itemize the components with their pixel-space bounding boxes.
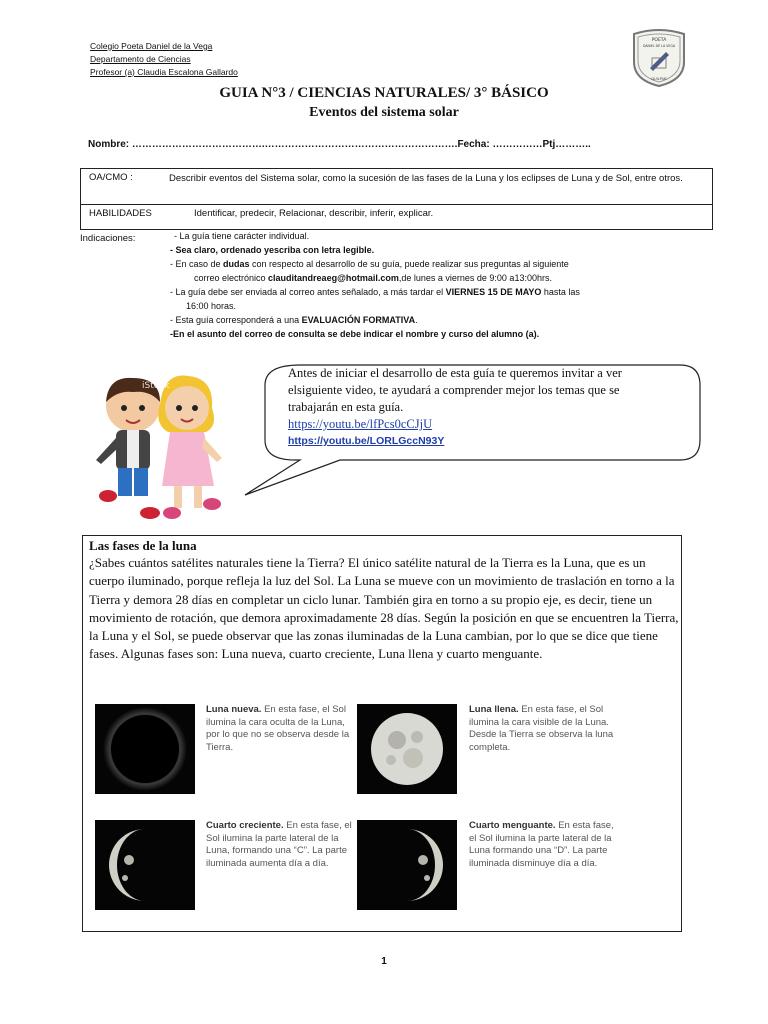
header-block xyxy=(90,40,238,79)
oa-text: Describir eventos del Sistema solar, como la sucesión de las fases de la Luna y los eclipses de Luna y de Sol, entre otros. xyxy=(169,173,683,184)
oa-label: OA/CMO : xyxy=(89,172,133,183)
indications-label: Indicaciones: xyxy=(80,233,136,244)
full-moon-image xyxy=(357,704,457,794)
indication-item: - Sea claro, ordenado yescriba con letra legible. xyxy=(170,245,375,255)
teacher-name: Profesor (a) Claudia Escalona Gallardo xyxy=(90,67,238,77)
waning-quarter-image xyxy=(357,820,457,910)
moon-phases-section xyxy=(82,535,682,932)
waxing-quarter-caption: Cuarto creciente. En esta fase, el Sol ilumina la parte lateral de la Luna, formando una “C”. La parte iluminada aumenta día a día. xyxy=(206,820,352,869)
indication-item: -En el asunto del correo de consulta se debe indicar el nombre y curso del alumno (a). xyxy=(170,329,540,339)
school-name: Colegio Poeta Daniel de la Vega xyxy=(90,41,213,51)
page-number: 1 xyxy=(381,956,387,967)
section-title: Las fases de la luna xyxy=(89,538,197,553)
school-crest-logo xyxy=(630,28,688,88)
objectives-table xyxy=(80,168,713,230)
new-moon-image xyxy=(95,704,195,794)
indication-item: - La guía tiene carácter individual. xyxy=(174,231,310,241)
children-illustration xyxy=(88,368,238,523)
waning-quarter-caption: Cuarto menguante. En esta fase, el Sol ilumina la parte lateral de la Luna formando una “D”. La parte iluminada disminuye día a día. xyxy=(469,820,614,869)
name-date-line: Nombre: ………………………………….………………………………………………….Fecha: ……………Ptj……….. xyxy=(88,139,591,150)
section-paragraph: ¿Sabes cuántos satélites naturales tiene la Tierra? El único satélite natural de la Tierra es la Luna, que es un cuerpo iluminado, porque refleja la luz del Sol. La Luna se mueve con un movimiento de traslación en torno a la Tierra y demora 28 días en completar un ciclo lunar. También gira en torno a su propio eje, es decir, tiene un movimiento de rotación, que demora aproximadamente 28 días. Según la posición en que se encuentren la Tierra, la Luna y el Sol, se puede observar que las zonas iluminadas de la Luna cambian, por lo que se dice que tiene fases. Algunas fases son: Luna nueva, cuarto creciente, Luna llena y cuarto menguante. xyxy=(89,555,679,662)
indication-item: - La guía debe ser enviada al correo antes señalado, a más tardar el VIERNES 15 DE MAYO hasta las xyxy=(170,287,580,297)
new-moon-caption: Luna nueva. En esta fase, el Sol ilumina la cara oculta de la Luna, por lo que no se observa desde la Tierra. xyxy=(206,704,350,753)
indication-item: - Esta guía corresponderá a una EVALUACIÓN FORMATIVA. xyxy=(170,315,418,325)
indication-item: 16:00 horas. xyxy=(186,301,237,311)
video-link-2[interactable]: https://youtu.be/LORLGccN93Y xyxy=(288,435,445,447)
page-subtitle: Eventos del sistema solar xyxy=(309,105,459,120)
oa-row xyxy=(81,169,712,205)
indication-item: - En caso de dudas con respecto al desarrollo de su guía, puede realizar sus preguntas al siguiente xyxy=(170,259,569,269)
logo-text-mid: DANIEL DE LA VEGA xyxy=(642,44,676,48)
full-moon-caption: Luna llena. En esta fase, el Sol ilumina la cara visible de la Luna. Desde la Tierra se observa la luna completa. xyxy=(469,704,614,753)
logo-text-top: POETA xyxy=(651,38,667,43)
stock-watermark: iStock xyxy=(142,381,170,391)
bubble-content xyxy=(288,365,668,450)
contact-email: clauditandreaeg@hotmail.com xyxy=(268,273,399,283)
page-title: GUIA N°3 / CIENCIAS NATURALES/ 3° BÁSICO xyxy=(219,85,549,101)
waxing-quarter-image xyxy=(95,820,195,910)
video-link-1[interactable]: https://youtu.be/lfPcs0cCJjU xyxy=(288,417,433,431)
bubble-message: Antes de iniciar el desarrollo de esta guía te queremos invitar a ver elsiguiente video, te ayudará a comprender mejor los temas que se trabajarán en esta guía. xyxy=(288,366,622,414)
logo-text-bottom: QUILPUE xyxy=(651,77,667,81)
indications-list xyxy=(170,229,580,341)
skills-text: Identificar, predecir, Relacionar, describir, inferir, explicar. xyxy=(194,208,434,219)
indication-item: correo electrónico clauditandreaeg@hotmail.com,de lunes a viernes de 9:00 a13:00hrs. xyxy=(194,273,552,283)
skills-label: HABILIDADES xyxy=(89,208,152,219)
department-name: Departamento de Ciencias xyxy=(90,54,191,64)
